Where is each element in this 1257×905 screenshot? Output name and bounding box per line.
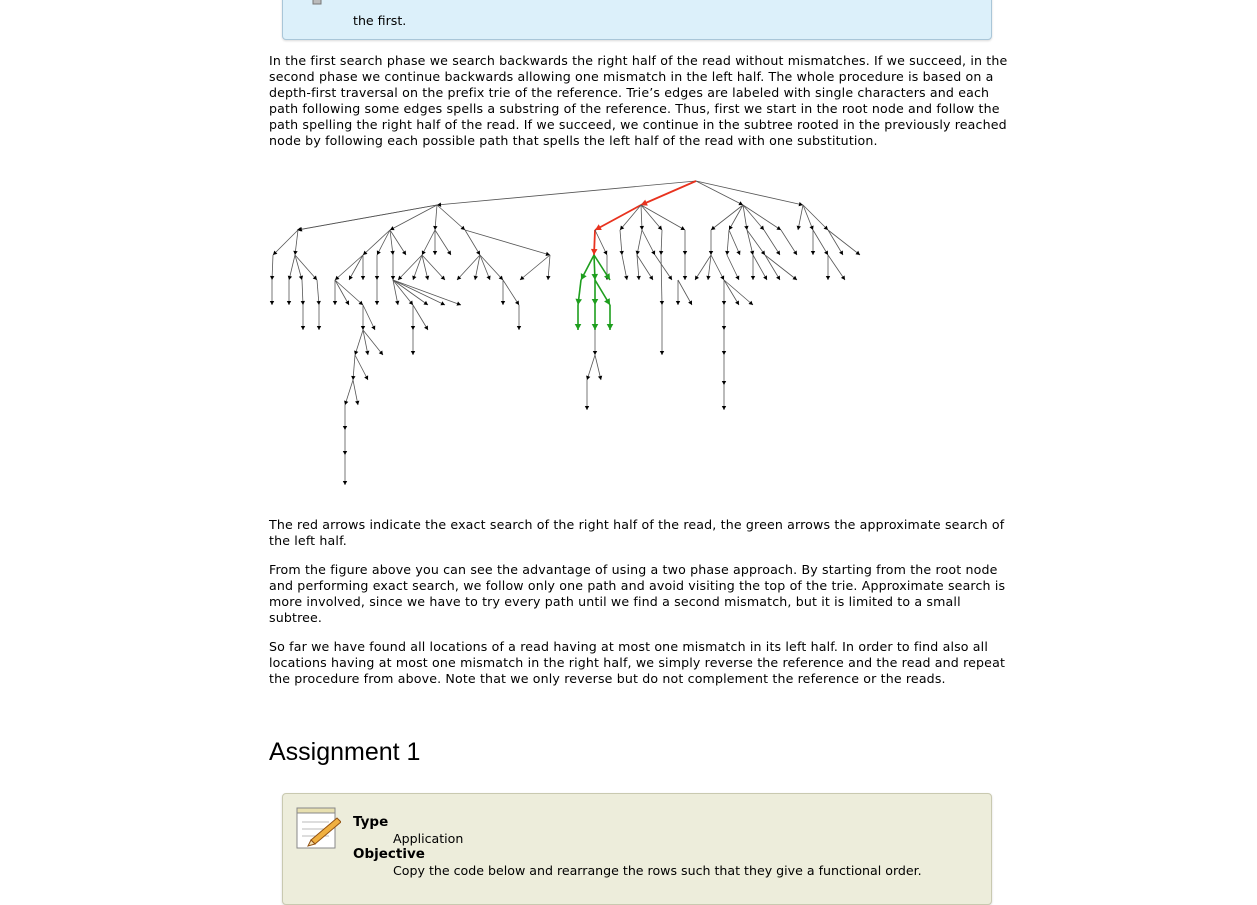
trie-edge [349,255,363,280]
trie-edge [753,255,767,280]
trie-edge [828,230,860,255]
trie-arrowhead [575,324,582,330]
trie-arrowhead [659,251,663,255]
trie-arrowhead [586,376,590,380]
trie-arrowhead [722,326,726,330]
reverse-paragraph: So far we have found all locations of a read having at most one mismatch in its left half. In order to find also all locations having at most one mismatch in the right half, we simply reverse the reference and the read and repeat the procedure from above. Note that we only reverse but do not complement the reference or the reads. [269,639,1006,686]
tip-text: the first. [353,13,407,28]
objective-label: Objective [353,846,425,862]
trie-edge [803,205,828,230]
trie-arrowhead [683,276,687,280]
trie-arrowhead [826,276,830,280]
trie-arrowhead [722,381,726,385]
trie-arrowhead [792,276,797,280]
trie-arrowhead [287,301,291,305]
trie-edge [813,230,828,255]
trie-arrowhead [855,251,860,255]
trie-arrowhead [722,406,726,410]
objective-value: Copy the code below and rearrange the rows such that they give a functional order. [393,863,922,878]
trie-edge [437,205,465,230]
trie-edge [764,230,780,255]
trie-edge [377,230,390,255]
trie-arrowhead [607,324,614,330]
trie-arrowhead [437,202,441,206]
trie-arrowhead [776,226,781,230]
trie-edge [480,255,503,280]
trie-edge [335,255,363,280]
trie-edge [724,280,739,305]
trie-arrowhead [624,276,628,280]
trie-edge [503,280,519,305]
intro-paragraph: In the first search phase we search backwards the right half of the read without mismatches. If we succeed, in the second phase we continue backwards allowing one mismatch in the left half. The whole procedure is based on a depth-first traversal on the prefix trie of the reference. Trie’s edges are labeled with single characters and each path following some edges spells a substring of the reference. Thus, first we start in the root node and follow the path spelling the right half of the read. If we succeed, we continue in the subtree rooted in the previously reached node by following each possible path that spells the left half of the read with one substitution. [269,53,1008,148]
trie-arrowhead [619,251,623,255]
trie-arrowhead [593,351,597,355]
trie-arrowhead [722,351,726,355]
trie-arrowhead [365,351,369,355]
trie-arrowhead [750,251,754,255]
trie-arrowhead [395,301,399,305]
trie-edge [765,255,780,280]
trie-arrowhead [270,301,274,305]
trie-arrowhead [343,481,347,485]
trie-edge [355,355,368,380]
trie-arrowhead [375,301,379,305]
trie-arrowhead [433,251,437,255]
lightbulb-icon [305,0,329,17]
trie-edge [743,205,781,230]
trie-edge [696,181,803,205]
trie-arrowhead [355,401,359,405]
trie-arrowhead [592,324,599,330]
figure-caption: The red arrows indicate the exact search of the right half of the read, the green arrows the approximate search of the left half. [269,517,1005,548]
trie-edge [422,255,445,280]
assignment-title: Assignment 1 [269,738,421,766]
type-label: Type [353,814,389,830]
trie-arrowhead [546,276,550,280]
trie-edge [765,255,797,280]
trie-edge [828,230,843,255]
trie-arrowhead [585,406,589,410]
trie-arrowhead [799,202,803,206]
notepad-pencil-icon [295,804,341,854]
type-value: Application [393,831,464,846]
trie-arrowhead [683,251,687,255]
trie-edge [729,230,740,255]
trie-arrowhead [751,276,755,280]
trie-arrowhead [344,401,348,405]
trie-arrowhead [591,249,598,255]
trie-edge [828,255,845,280]
trie-arrowhead [591,274,598,280]
trie-arrowhead [379,351,383,355]
trie-edge [803,205,813,230]
trie-arrowhead [640,226,644,230]
trie-arrowhead [316,301,320,305]
trie-arrowhead [711,226,716,230]
trie-arrowhead [660,301,664,305]
trie-arrowhead [411,326,415,330]
trie-edge [641,181,696,205]
trie-arrowhead [411,351,415,355]
trie-arrowhead [333,301,337,305]
trie-edge [678,280,692,305]
trie-edge [520,255,550,280]
trie-arrowhead [343,451,347,455]
trie-edge [398,255,422,280]
trie-arrowhead [660,351,664,355]
trie-edge [711,205,743,230]
trie-edge [435,230,451,255]
trie-edge [437,181,696,205]
trie-edge [335,280,363,305]
trie-arrowhead [501,301,505,305]
trie-arrowhead [361,326,365,330]
trie-edge [595,230,607,255]
trie-arrowhead [425,276,429,280]
trie-arrowhead [423,301,428,305]
trie-arrowhead [668,275,672,280]
trie-arrowhead [351,376,355,380]
trie-edge [413,305,428,330]
trie-edge [480,255,490,280]
trie-arrowhead [343,426,347,430]
trie-arrowhead [474,276,478,280]
trie-arrowhead [354,351,358,355]
trie-edge [595,205,641,230]
trie-edge [729,205,743,230]
trie-arrowhead [676,301,680,305]
trie-arrowhead [797,226,801,230]
trie-edge [641,205,685,230]
trie-edge [641,205,662,230]
trie-arrowhead [636,251,640,255]
trie-arrowhead [375,276,379,280]
trie-arrowhead [725,251,729,255]
trie-edge [655,255,672,280]
trie-arrowhead [361,276,365,280]
trie-arrowhead [288,276,292,280]
trie-arrowhead [299,276,303,280]
trie-arrowhead [270,276,274,280]
trie-edge [363,330,383,355]
trie-arrowhead [598,376,602,380]
trie-edge [363,230,390,255]
trie-arrowhead [761,250,765,255]
trie-arrowhead [409,301,413,305]
trie-arrowhead [301,301,305,305]
trie-edge [297,205,437,230]
trie-arrowhead [391,276,395,280]
trie-edge [727,255,739,280]
trie-arrowhead [841,275,845,280]
trie-arrowhead [722,301,726,305]
trie-arrowhead [744,226,748,230]
trie-arrowhead [592,299,599,305]
assignment-box [282,793,992,905]
prefix-trie-figure [265,175,875,500]
trie-edge [711,255,724,280]
trie-edge [335,280,349,305]
trie-edge [393,280,445,305]
trie-arrowhead [517,326,521,330]
trie-arrowhead [317,326,321,330]
trie-arrowhead [709,251,713,255]
trie-arrowhead [433,226,437,230]
trie-edge [781,230,797,255]
trie-edge [696,181,743,205]
trie-arrowhead [301,326,305,330]
trie-edge [642,230,655,255]
tip-box [282,0,992,40]
trie-arrowhead [811,251,815,255]
trie-arrowhead [636,276,640,280]
trie-edge [661,255,662,305]
advantage-paragraph: From the figure above you can see the advantage of using a two phase approach. By starting from the root node and performing exact search, we follow only one path and avoid visiting the top of the trie. Approximate search is more involved, since we have to try every path until we find a second mismatch, but it is limited to a small subtree. [269,562,1006,625]
trie-edge [390,205,437,230]
trie-edge [620,205,641,230]
